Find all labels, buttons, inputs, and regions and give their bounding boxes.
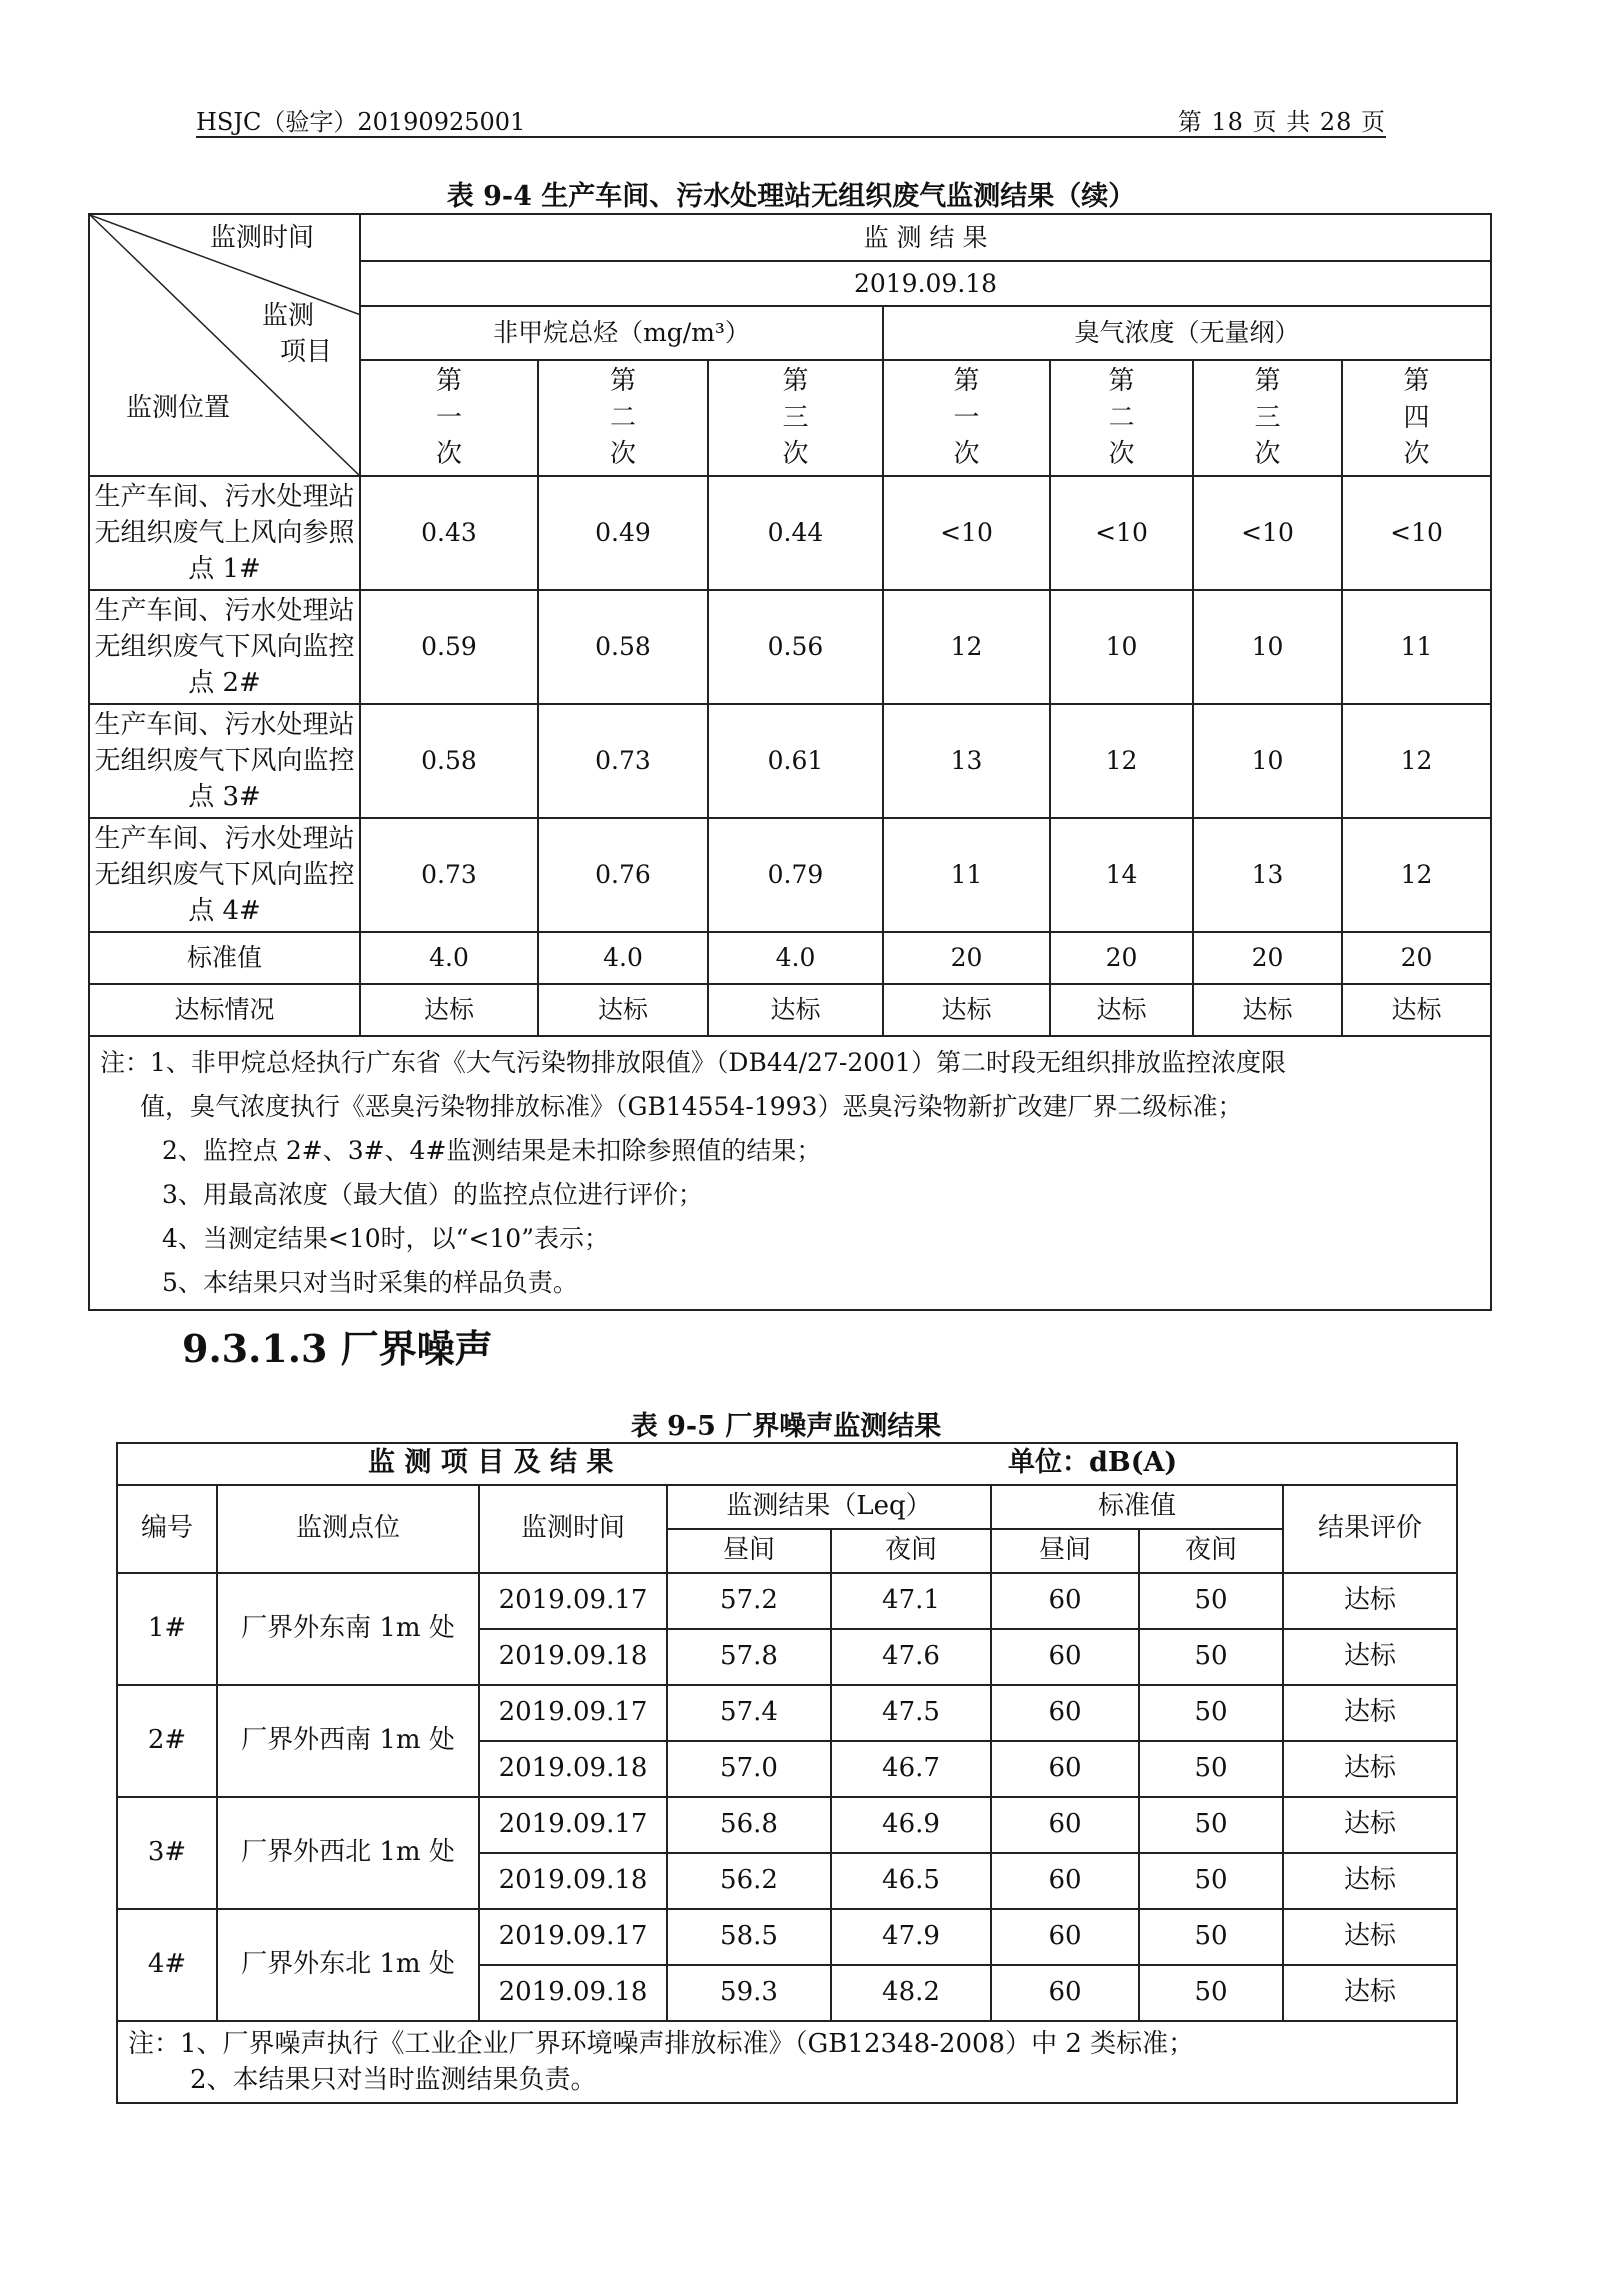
- night-value: 47.9: [831, 1909, 991, 1965]
- header-no: 编号: [117, 1485, 217, 1573]
- compliance-value: 达标: [883, 984, 1050, 1036]
- table-row: [89, 590, 1491, 704]
- eval-cell: 达标: [1283, 1573, 1457, 1629]
- compliance-value: 达标: [360, 984, 538, 1036]
- point-no: 4#: [117, 1909, 217, 2021]
- note-line: 3、用最高浓度（最大值）的监控点位进行评价；: [162, 1180, 703, 1209]
- value-cell: 12: [1050, 704, 1193, 818]
- eval-cell: 达标: [1283, 1797, 1457, 1853]
- eval-cell: 达标: [1283, 1909, 1457, 1965]
- subcol-header: 第二次: [538, 360, 708, 476]
- day-value: 57.2: [667, 1573, 831, 1629]
- std-day-value: 60: [991, 1629, 1139, 1685]
- value-cell: 12: [1342, 818, 1491, 932]
- date-cell: 2019.09.18: [479, 1741, 667, 1797]
- table-row: [117, 1797, 1457, 1853]
- group-header-odor: 臭气浓度（无量纲）: [883, 306, 1491, 360]
- value-cell: 0.43: [360, 476, 538, 590]
- corner-time-label: 监测时间: [210, 223, 315, 253]
- header-location: 监测点位: [217, 1485, 479, 1573]
- noise-table: [116, 1442, 1458, 2104]
- value-cell: 13: [883, 704, 1050, 818]
- table-9-5-notes: [117, 2021, 1457, 2103]
- table-row: [117, 1573, 1457, 1629]
- standard-row: [89, 932, 1491, 984]
- date-cell: 2019.09.17: [479, 1685, 667, 1741]
- table-row: [117, 1909, 1457, 1965]
- corner-location-label: 监测位置: [126, 393, 231, 423]
- compliance-label: 达标情况: [89, 984, 360, 1036]
- location-cell: 生产车间、污水处理站无组织废气上风向参照点 1#: [89, 476, 360, 590]
- std-day-value: 60: [991, 1965, 1139, 2021]
- table-9-4-caption: 表 9-4 生产车间、污水处理站无组织废气监测结果（续）: [446, 181, 1136, 212]
- day-value: 57.0: [667, 1741, 831, 1797]
- exhaust-gas-table: [88, 213, 1492, 1311]
- standard-value: 4.0: [708, 932, 883, 984]
- section-heading: 9.3.1.3 厂界噪声: [182, 1326, 493, 1371]
- table-row: [89, 818, 1491, 932]
- note-line: 注：1、厂界噪声执行《工业企业厂界环境噪声排放标准》（GB12348-2008）中 2 类标准；: [128, 2029, 1195, 2059]
- subcol-header: 第一次: [360, 360, 538, 476]
- value-cell: 0.44: [708, 476, 883, 590]
- eval-cell: 达标: [1283, 1741, 1457, 1797]
- day-value: 56.2: [667, 1853, 831, 1909]
- eval-cell: 达标: [1283, 1685, 1457, 1741]
- date-cell: 2019.09.18: [479, 1965, 667, 2021]
- std-night-value: 50: [1139, 1685, 1283, 1741]
- page-header: [196, 96, 1386, 138]
- value-cell: 0.79: [708, 818, 883, 932]
- point-location: 厂界外东南 1m 处: [217, 1573, 479, 1685]
- point-no: 3#: [117, 1797, 217, 1909]
- compliance-value: 达标: [1193, 984, 1342, 1036]
- std-night-value: 50: [1139, 1741, 1283, 1797]
- value-cell: 11: [1342, 590, 1491, 704]
- value-cell: 14: [1050, 818, 1193, 932]
- value-cell: 0.58: [538, 590, 708, 704]
- corner-header-cell: [89, 214, 360, 476]
- point-location: 厂界外西北 1m 处: [217, 1797, 479, 1909]
- std-day-value: 60: [991, 1573, 1139, 1629]
- header-night: 夜间: [831, 1529, 991, 1573]
- std-day-value: 60: [991, 1741, 1139, 1797]
- value-cell: 10: [1193, 704, 1342, 818]
- compliance-row: [89, 984, 1491, 1036]
- value-cell: 12: [883, 590, 1050, 704]
- value-cell: <10: [1342, 476, 1491, 590]
- std-night-value: 50: [1139, 1573, 1283, 1629]
- value-cell: 0.76: [538, 818, 708, 932]
- eval-cell: 达标: [1283, 1965, 1457, 2021]
- day-value: 57.4: [667, 1685, 831, 1741]
- standard-value: 20: [883, 932, 1050, 984]
- value-cell: 0.58: [360, 704, 538, 818]
- eval-cell: 达标: [1283, 1629, 1457, 1685]
- std-day-value: 60: [991, 1909, 1139, 1965]
- header-result: 监测结果（Leq）: [667, 1485, 991, 1529]
- subcol-header: 第二次: [1050, 360, 1193, 476]
- value-cell: <10: [1050, 476, 1193, 590]
- date-cell: 2019.09.18: [479, 1629, 667, 1685]
- point-location: 厂界外西南 1m 处: [217, 1685, 479, 1797]
- note-line: 值，臭气浓度执行《恶臭污染物排放标准》（GB14554-1993）恶臭污染物新扩改建厂界二级标准；: [140, 1092, 1243, 1121]
- value-cell: 13: [1193, 818, 1342, 932]
- subcol-header: 第一次: [883, 360, 1050, 476]
- header-day: 昼间: [667, 1529, 831, 1573]
- value-cell: 10: [1050, 590, 1193, 704]
- value-cell: 0.56: [708, 590, 883, 704]
- header-eval: 结果评价: [1283, 1485, 1457, 1573]
- header-standard: 标准值: [991, 1485, 1283, 1529]
- header-std-night: 夜间: [1139, 1529, 1283, 1573]
- value-cell: <10: [1193, 476, 1342, 590]
- standard-label: 标准值: [89, 932, 360, 984]
- night-value: 47.5: [831, 1685, 991, 1741]
- value-cell: <10: [883, 476, 1050, 590]
- std-day-value: 60: [991, 1853, 1139, 1909]
- unit-label: 单位：dB(A): [1008, 1447, 1178, 1478]
- value-cell: 0.73: [538, 704, 708, 818]
- day-value: 57.8: [667, 1629, 831, 1685]
- point-no: 1#: [117, 1573, 217, 1685]
- compliance-value: 达标: [1342, 984, 1491, 1036]
- noise-table-top-title: [117, 1443, 1457, 1485]
- value-cell: 0.49: [538, 476, 708, 590]
- night-value: 47.6: [831, 1629, 991, 1685]
- night-value: 47.1: [831, 1573, 991, 1629]
- note-line: 5、本结果只对当时采集的样品负责。: [162, 1268, 578, 1297]
- value-cell: 0.61: [708, 704, 883, 818]
- header-std-day: 昼间: [991, 1529, 1139, 1573]
- location-cell: 生产车间、污水处理站无组织废气下风向监控点 4#: [89, 818, 360, 932]
- day-value: 59.3: [667, 1965, 831, 2021]
- table-9-4-notes: [89, 1036, 1491, 1310]
- std-night-value: 50: [1139, 1629, 1283, 1685]
- std-night-value: 50: [1139, 1853, 1283, 1909]
- group-header-nmhc: 非甲烷总烃（mg/m³）: [360, 306, 883, 360]
- subcol-header: 第四次: [1342, 360, 1491, 476]
- standard-value: 4.0: [538, 932, 708, 984]
- result-title: 监 测 结 果: [360, 214, 1491, 261]
- document-id: HSJC（验字）20190925001: [196, 108, 526, 136]
- date-cell: 2019.09.17: [479, 1573, 667, 1629]
- location-cell: 生产车间、污水处理站无组织废气下风向监控点 3#: [89, 704, 360, 818]
- date-cell: 2019.09.17: [479, 1909, 667, 1965]
- items-and-results-title: 监 测 项 目 及 结 果: [368, 1447, 614, 1478]
- std-night-value: 50: [1139, 1965, 1283, 2021]
- location-cell: 生产车间、污水处理站无组织废气下风向监控点 2#: [89, 590, 360, 704]
- corner-item-label-1: 监测: [262, 301, 315, 331]
- night-value: 46.9: [831, 1797, 991, 1853]
- table-row: [117, 1685, 1457, 1741]
- value-cell: 0.59: [360, 590, 538, 704]
- note-line: 4、当测定结果<10时，以“<10”表示；: [162, 1224, 609, 1253]
- subcol-header: 第三次: [708, 360, 883, 476]
- subcol-header: 第三次: [1193, 360, 1342, 476]
- note-line: 2、本结果只对当时监测结果负责。: [190, 2065, 597, 2095]
- point-no: 2#: [117, 1685, 217, 1797]
- page-number: 第 18 页 共 28 页: [1177, 108, 1386, 136]
- std-day-value: 60: [991, 1797, 1139, 1853]
- value-cell: 12: [1342, 704, 1491, 818]
- day-value: 56.8: [667, 1797, 831, 1853]
- value-cell: 10: [1193, 590, 1342, 704]
- header-time: 监测时间: [479, 1485, 667, 1573]
- std-night-value: 50: [1139, 1797, 1283, 1853]
- table-row: [89, 704, 1491, 818]
- compliance-value: 达标: [1050, 984, 1193, 1036]
- day-value: 58.5: [667, 1909, 831, 1965]
- eval-cell: 达标: [1283, 1853, 1457, 1909]
- std-day-value: 60: [991, 1685, 1139, 1741]
- standard-value: 20: [1193, 932, 1342, 984]
- standard-value: 20: [1342, 932, 1491, 984]
- night-value: 46.7: [831, 1741, 991, 1797]
- point-location: 厂界外东北 1m 处: [217, 1909, 479, 2021]
- night-value: 48.2: [831, 1965, 991, 2021]
- date-cell: 2019.09.17: [479, 1797, 667, 1853]
- standard-value: 20: [1050, 932, 1193, 984]
- compliance-value: 达标: [708, 984, 883, 1036]
- note-line: 注：1、非甲烷总烃执行广东省《大气污染物排放限值》（DB44/27-2001）第二时段无组织排放监控浓度限: [100, 1048, 1286, 1077]
- date-cell: 2019.09.18: [479, 1853, 667, 1909]
- compliance-value: 达标: [538, 984, 708, 1036]
- value-cell: 0.73: [360, 818, 538, 932]
- standard-value: 4.0: [360, 932, 538, 984]
- corner-item-label-2: 项目: [280, 337, 333, 367]
- night-value: 46.5: [831, 1853, 991, 1909]
- std-night-value: 50: [1139, 1909, 1283, 1965]
- table-9-5-caption: 表 9-5 厂界噪声监测结果: [630, 1411, 942, 1442]
- table-row: [89, 476, 1491, 590]
- value-cell: 11: [883, 818, 1050, 932]
- note-line: 2、监控点 2#、3#、4#监测结果是未扣除参照值的结果；: [162, 1136, 822, 1165]
- monitoring-date: 2019.09.18: [360, 261, 1491, 306]
